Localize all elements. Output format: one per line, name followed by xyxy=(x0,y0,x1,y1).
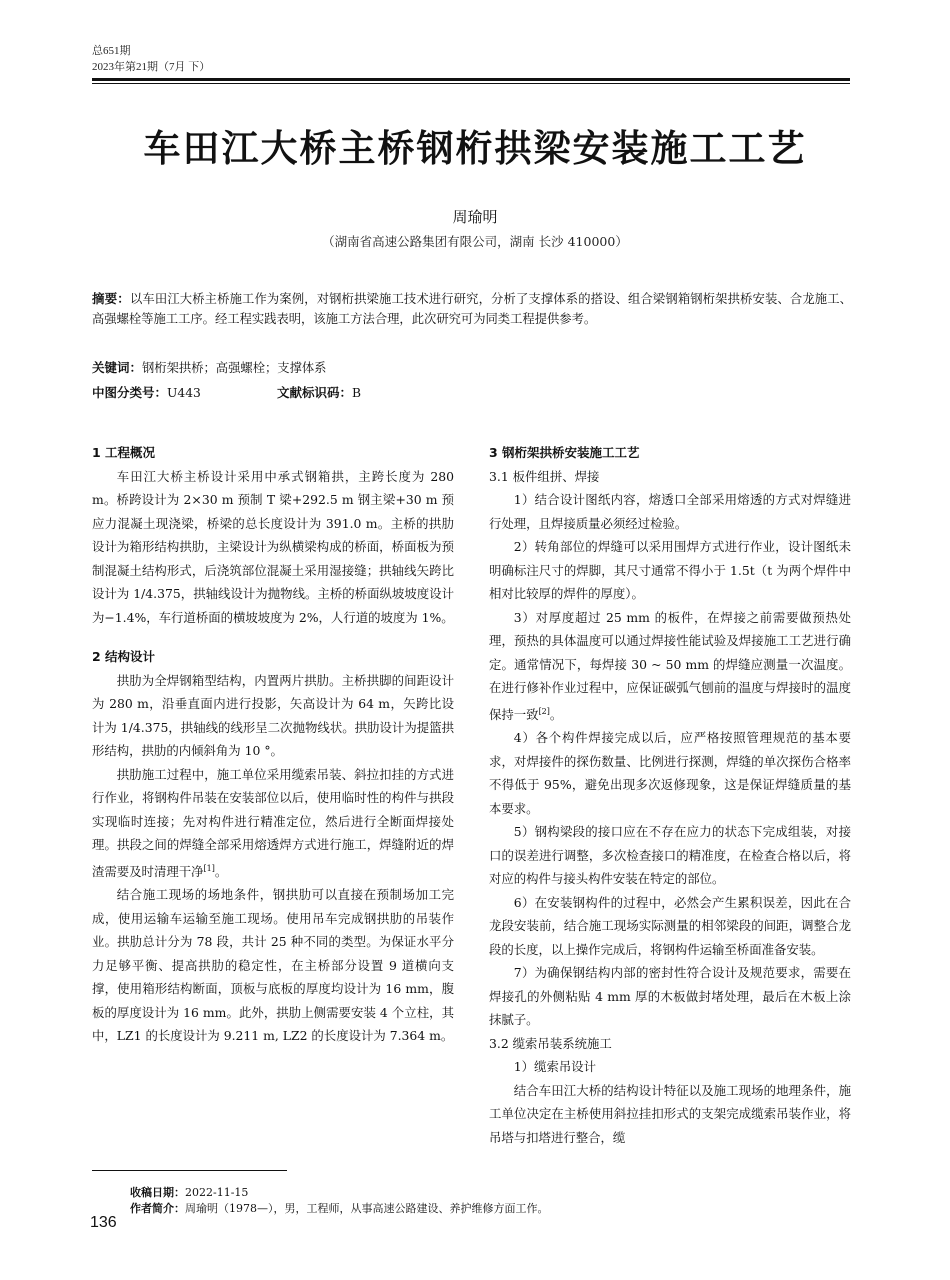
section-3-1-heading: 3.1 板件组拼、焊接 xyxy=(489,468,600,484)
welding-item-7: 7）为确保钢结构内部的密封性符合设计及规范要求，需要在焊接孔的外侧粘贴 4 mm 厚的木板做封堵处理，最后在木板上涂抹腻子。 xyxy=(489,965,851,1028)
document-code xyxy=(277,383,361,401)
section-3-2-heading: 3.2 缆索吊装系统施工 xyxy=(489,1035,612,1051)
section-2-paragraph-1: 拱肋为全焊钢箱型结构，内置两片拱肋。主桥拱脚的间距设计为 280 m，沿垂直面内进行投影，矢高设计为 64 m，矢跨比设计为 1/4.375，拱轴线的线形呈二次抛物线状。拱肋设计为提篮拱形结构，拱肋的内倾斜角为 10 °。 xyxy=(92,672,454,758)
classification-label: 中图分类号： xyxy=(92,385,168,400)
welding-item-5: 5）钢构梁段的接口应在不存在应力的状态下完成组装，对接口的误差进行调整，多次检查接口的精准度，在检查合格以后，将对应的构件与接头构件安装在特定的部位。 xyxy=(489,824,851,887)
cable-crane-paragraph: 结合车田江大桥的结构设计特征以及施工现场的地理条件，施工单位决定在主桥使用斜拉挂扣形式的支架完成缆索吊装作业，将吊塔与扣塔进行整合，缆 xyxy=(489,1082,851,1145)
header-rule-thin xyxy=(92,83,850,84)
citation-ref-2: [2] xyxy=(538,706,550,716)
document-code-value: B xyxy=(352,386,362,400)
article-title: 车田江大桥主桥钢桁拱梁安装施工工艺 xyxy=(143,127,807,170)
welding-item-2: 2）转角部位的焊缝可以采用围焊方式进行作业，设计图纸未明确标注尺寸的焊脚，其尺寸通常不得小于 1.5t（t 为两个焊件中相对比较厚的焊件的厚度）。 xyxy=(489,539,851,601)
cable-crane-design-heading: 1）缆索吊设计 xyxy=(513,1059,597,1075)
abstract-label: 摘要： xyxy=(92,291,130,306)
abstract xyxy=(92,289,852,329)
section-2-paragraph-2: 拱肋施工过程中，施工单位采用缆索吊装、斜拉扣挂的方式进行作业，将钢构件吊装在安装部位以后，使用临时性的构件与拱段实现临时连接；先对构件进行精准定位，然后进行全断面焊接处理。拱段之间的焊缝全部采用熔透焊方式进行施工，焊缝附近的焊渣需要及时清理干净[1]。 xyxy=(92,766,454,879)
classification-value: U443 xyxy=(167,386,201,400)
right-column xyxy=(489,441,851,1149)
left-column xyxy=(92,441,454,1048)
footnote-rule xyxy=(92,1170,287,1171)
document-code-label: 文献标识码： xyxy=(277,385,353,400)
section-2-heading: 2 结构设计 xyxy=(92,649,156,664)
page-number: 136 xyxy=(90,1214,117,1231)
welding-item-6: 6）在安装钢构件的过程中，必然会产生累积误差，因此在合龙段安装前，结合施工现场实际测量的相邻梁段的间距，调整合龙段的长度，以上操作完成后，将钢构件运输至桥面准备安装。 xyxy=(489,894,851,957)
keywords-label: 关键词： xyxy=(92,360,143,375)
header-rule-thick xyxy=(92,78,850,81)
section-2-paragraph-3: 结合施工现场的场地条件，钢拱肋可以直接在预制场加工完成，使用运输车运输至施工现场。使用吊车完成钢拱肋的吊装作业。拱肋总计分为 78 段，共计 25 种不同的类型。为保证水平分力足够平衡、提高拱肋的稳定性，在主桥部分设置 9 道横向支撑，使用箱形结构断面，顶板与底板的厚度均设计为 16 mm，腹板的厚度设计为 16 mm。此外，拱肋上侧需要安装 4 个立柱，其中，LZ1 的长度设计为 9.211 m, LZ2 的长度设计为 7.364 m。 xyxy=(92,887,454,1044)
issue-date: 2023年第21期（7月 下） xyxy=(92,61,211,73)
citation-ref-1: [1] xyxy=(203,863,215,873)
author-bio: 作者简介：周瑜明（1978—），男，工程师，从事高速公路建设、养护维修方面工作。 xyxy=(130,1202,549,1215)
section-1-heading: 1 工程概况 xyxy=(92,445,156,460)
section-1-paragraph: 车田江大桥主桥设计采用中承式钢箱拱，主跨长度为 280 m。桥跨设计为 2×30 m 预制 T 梁+292.5 m 钢主梁+30 m 预应力混凝土现浇梁，桥梁的总长度设计为 391.0 m。主桥的拱肋设计为箱形结构拱肋，主梁设计为纵横梁构成的桥面，桥面板为预制混凝土结构形式，后浇筑部位混凝土采用湿接缝；拱轴线矢跨比设计为 1/4.375，拱轴线设计为抛物线。主桥的桥面纵坡坡度设计为−1.4%，车行道桥面的横坡坡度为 2%，人行道的坡度为 1%。 xyxy=(92,468,454,625)
classification xyxy=(92,383,201,401)
welding-item-4: 4）各个构件焊接完成以后，应严格按照管理规范的基本要求，对焊接件的探伤数量、比例进行探测，焊缝的单次探伤合格率不得低于 95%，避免出现多次返修现象，这是保证焊缝质量的基本要求。 xyxy=(489,730,851,816)
issue-total: 总651期 xyxy=(92,45,131,57)
abstract-text: 以车田江大桥主桥施工作为案例，对钢桁拱梁施工技术进行研究，分析了支撑体系的搭设、组合梁钢箱钢桁架拱桥安装、合龙施工、高强螺栓等施工工序。经工程实践表明，该施工方法合理，此次研究可为同类工程提供参考。 xyxy=(92,292,852,326)
keywords xyxy=(92,358,326,376)
author-affiliation: （湖南省高速公路集团有限公司，湖南 长沙 410000） xyxy=(322,234,628,249)
author-name: 周瑜明 xyxy=(452,208,498,226)
received-date: 收稿日期：2022-11-15 xyxy=(130,1186,249,1199)
section-3-heading: 3 钢桁架拱桥安装施工工艺 xyxy=(489,445,640,460)
keywords-text: 钢桁架拱桥；高强螺栓；支撑体系 xyxy=(142,361,327,375)
welding-item-1: 1）结合设计图纸内容，熔透口全部采用熔透的方式对焊缝进行处理，且焊接质量必须经过检验。 xyxy=(489,492,851,531)
welding-item-3: 3）对厚度超过 25 mm 的板件，在焊接之前需要做预热处理，预热的具体温度可以通过焊接性能试验及焊接施工工艺进行确定。通常情况下，每焊接 30 ~ 50 mm 的焊缝应测量一次温度。在进行修补作业过程中，应保证碳弧气刨前的温度与焊接时的温度保持一致[2]。 xyxy=(489,609,851,722)
